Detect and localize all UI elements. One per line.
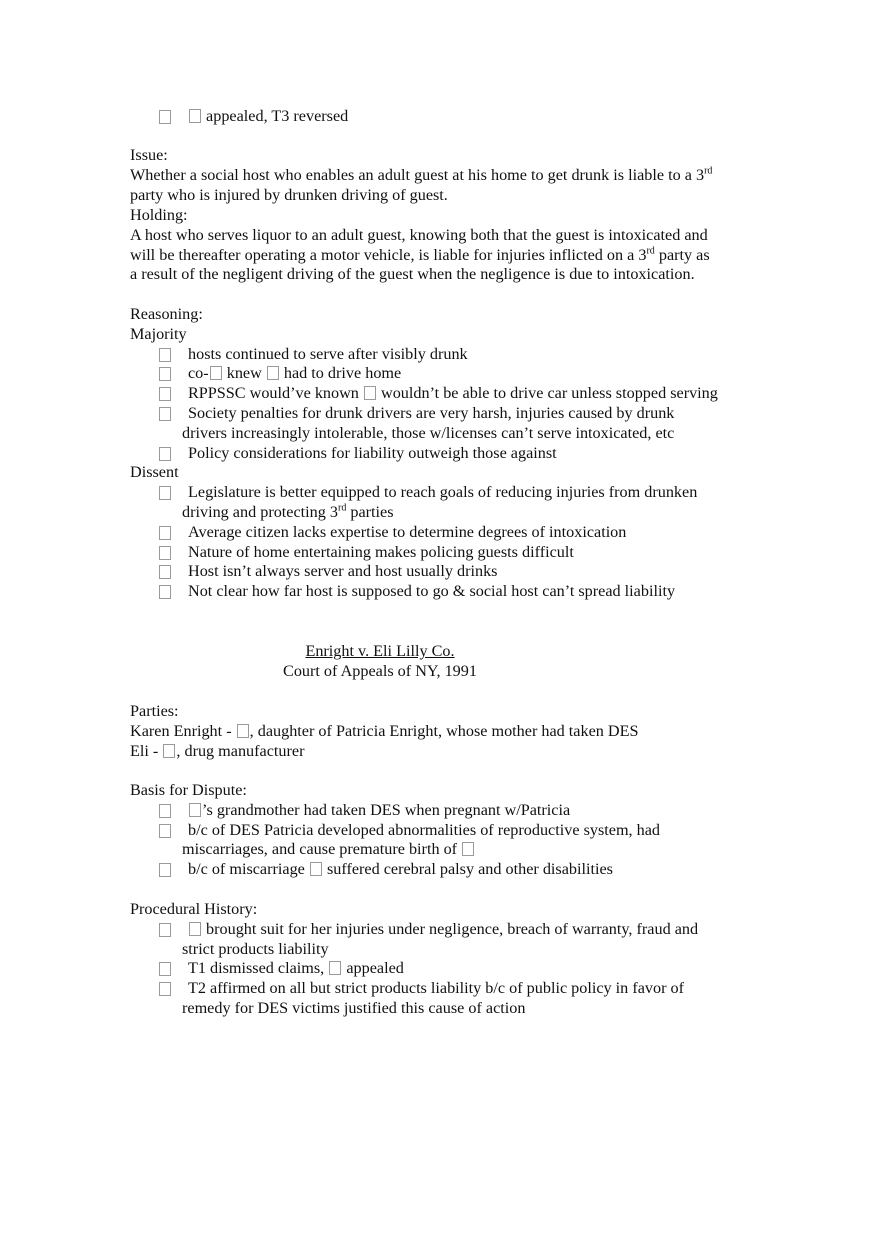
party-glyph-icon — [210, 366, 222, 380]
bullet-glyph-icon — [159, 585, 171, 599]
party-glyph-icon — [189, 803, 201, 817]
parties-heading: Parties: — [130, 702, 179, 720]
party-glyph-icon — [364, 386, 376, 400]
procedural-section — [130, 900, 760, 1019]
bullet-glyph-icon — [159, 348, 171, 362]
basis-heading: Basis for Dispute: — [130, 781, 247, 799]
list-item-continuation: strict products liability — [182, 939, 329, 958]
list-item: Average citizen lacks expertise to determine degrees of intoxication — [130, 523, 760, 543]
bullet-glyph-icon — [159, 387, 171, 401]
party-glyph-icon — [237, 724, 249, 738]
list-item: co- knew had to drive home — [130, 364, 760, 384]
bullet-glyph-icon — [159, 407, 171, 421]
bullet-glyph-icon — [159, 486, 171, 500]
bullet-glyph-icon — [159, 923, 171, 937]
list-item: hosts continued to serve after visibly drunk — [130, 345, 760, 365]
list-item: b/c of DES Patricia developed abnormalities of reproductive system, had — [130, 821, 760, 841]
party-glyph-icon — [462, 842, 474, 856]
parties-line-2: Eli - , drug manufacturer — [130, 741, 305, 760]
reasoning-heading: Reasoning: — [130, 305, 203, 323]
list-item-continuation: remedy for DES victims justified this cause of action — [182, 998, 526, 1017]
list-item-continuation: drivers increasingly intolerable, those w/licenses can’t serve intoxicated, etc — [182, 423, 675, 442]
list-item: Policy considerations for liability outweigh those against — [130, 444, 760, 464]
bullet-glyph-icon — [159, 367, 171, 381]
top-item-text: appealed, T3 reversed — [206, 107, 349, 125]
bullet-glyph-icon — [159, 804, 171, 818]
parties-section — [130, 702, 760, 761]
issue-section — [130, 146, 760, 205]
case-header — [130, 642, 630, 682]
list-item: b/c of miscarriage suffered cerebral palsy and other disabilities — [130, 860, 760, 880]
bullet-glyph-icon — [159, 546, 171, 560]
majority-heading: Majority — [130, 324, 187, 343]
bullet-glyph-icon — [159, 447, 171, 461]
issue-line-2: party who is injured by drunken driving of guest. — [130, 185, 448, 204]
list-item: Not clear how far host is supposed to go & social host can’t spread liability — [130, 582, 760, 602]
list-item: T2 affirmed on all but strict products liability b/c of public policy in favor of — [130, 979, 760, 999]
party-glyph-icon — [189, 922, 201, 936]
bullet-glyph-icon — [159, 824, 171, 838]
party-glyph-icon — [163, 744, 175, 758]
bullet-glyph-icon — [159, 110, 171, 124]
holding-line-3: a result of the negligent driving of the guest when the negligence is due to intoxication. — [130, 265, 695, 284]
bullet-glyph-icon — [159, 565, 171, 579]
parties-line-1: Karen Enright - , daughter of Patricia Enright, whose mother had taken DES — [130, 721, 639, 740]
list-item: RPPSSC would’ve known wouldn’t be able to drive car unless stopped serving — [130, 384, 760, 404]
bullet-glyph-icon — [159, 982, 171, 996]
party-glyph-icon — [267, 366, 279, 380]
holding-section — [130, 206, 760, 285]
list-item: ’s grandmother had taken DES when pregnant w/Patricia — [130, 801, 760, 821]
holding-heading: Holding: — [130, 206, 188, 224]
party-glyph-icon — [189, 109, 201, 123]
list-item-continuation: miscarriages, and cause premature birth of — [130, 840, 760, 860]
issue-line-1: Whether a social host who enables an adult guest at his home to get drunk is liable to a 3rd — [130, 165, 713, 184]
holding-line-2: will be thereafter operating a motor vehicle, is liable for injuries inflicted on a 3rd party as — [130, 245, 710, 264]
issue-heading: Issue: — [130, 146, 168, 164]
list-item: Legislature is better equipped to reach goals of reducing injuries from drunken — [130, 483, 760, 503]
list-item: brought suit for her injuries under negligence, breach of warranty, fraud and — [130, 920, 760, 940]
case-title: Enright v. Eli Lilly Co. — [305, 642, 455, 660]
list-item: T1 dismissed claims, appealed — [130, 959, 760, 979]
top-bullet-item — [130, 107, 760, 127]
list-item: Host isn’t always server and host usually drinks — [130, 562, 760, 582]
dissent-heading: Dissent — [130, 463, 179, 482]
list-item: Society penalties for drunk drivers are very harsh, injuries caused by drunk — [130, 404, 760, 424]
bullet-glyph-icon — [159, 863, 171, 877]
party-glyph-icon — [329, 961, 341, 975]
list-item-continuation: driving and protecting 3rd parties — [182, 502, 394, 521]
party-glyph-icon — [310, 862, 322, 876]
bullet-glyph-icon — [159, 526, 171, 540]
holding-line-1: A host who serves liquor to an adult guest, knowing both that the guest is intoxicated and — [130, 225, 708, 244]
basis-section — [130, 781, 760, 880]
procedural-heading: Procedural History: — [130, 900, 258, 918]
reasoning-section — [130, 305, 760, 602]
bullet-glyph-icon — [159, 962, 171, 976]
case-court: Court of Appeals of NY, 1991 — [283, 661, 477, 680]
list-item: Nature of home entertaining makes policing guests difficult — [130, 543, 760, 563]
